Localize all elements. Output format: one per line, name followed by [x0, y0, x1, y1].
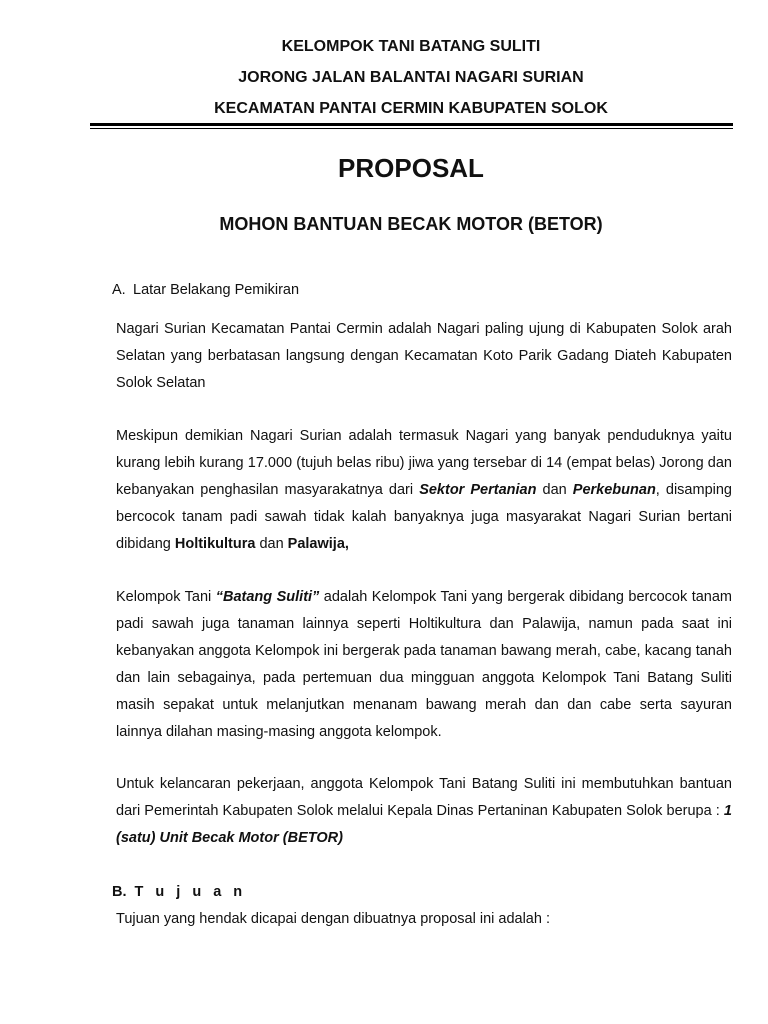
paragraph-3-text-1: Kelompok Tani [116, 589, 216, 605]
section-a-letter: A. [112, 282, 126, 298]
section-b-title: T u j u a n [134, 884, 247, 900]
section-a-title: Latar Belakang Pemikiran [133, 282, 300, 298]
emphasis-batang-suliti: “Batang Suliti” [215, 589, 320, 605]
paragraph-2-text-1: Meskipun demikian Nagari Surian adalah termasuk Nagari yang banyak penduduknya yaitu kurang lebih kurang 17.000 (tujuh belas ribu) jiwa yang tersebar di 14 (empat belas) Jorong dan kebanyakan penghasilan masyarakatnya dari [116, 428, 732, 498]
emphasis-perkebunan: Perkebunan [572, 482, 656, 498]
emphasis-sektor-pertanian: Sektor Pertanian [419, 482, 537, 498]
header-line-1: KELOMPOK TANI BATANG SULITI [281, 38, 541, 55]
paragraph-2 [116, 423, 732, 558]
paragraph-1: Nagari Surian Kecamatan Pantai Cermin adalah Nagari paling ujung di Kabupaten Solok arah Selatan yang berbatasan langsung dengan Kecamatan Koto Parik Gadang Diateh Kabupaten Solok Selatan [116, 321, 732, 391]
section-b-intro: Tujuan yang hendak dicapai dengan dibuatnya proposal ini adalah : [116, 911, 550, 927]
paragraph-4 [116, 771, 732, 852]
section-b-letter: B. [112, 884, 127, 900]
header-divider-thin [90, 128, 733, 129]
paragraph-2-text-4: dan [255, 536, 288, 552]
emphasis-unit-betor: 1 (satu) Unit Becak Motor (BETOR) [116, 803, 732, 846]
emphasis-palawija: Palawija, [287, 536, 349, 552]
paragraph-3 [116, 584, 732, 746]
header-divider-thick [90, 123, 733, 126]
emphasis-holtikultura: Holtikultura [174, 536, 256, 552]
paragraph-2-text-3: , disamping bercocok tanam padi sawah tidak kalah banyaknya juga masyarakat Nagari Surian bertani dibidang [116, 482, 732, 552]
paragraph-2-text-2: dan [536, 482, 573, 498]
paragraph-4-text-1: Untuk kelancaran pekerjaan, anggota Kelompok Tani Batang Suliti ini membutuhkan bantuan dari Pemerintah Kabupaten Solok melalui Kepala Dinas Pertaninan Kabupaten Solok berupa : [116, 776, 732, 819]
section-b-heading [112, 883, 246, 901]
header-line-3: KECAMATAN PANTAI CERMIN KABUPATEN SOLOK [214, 100, 608, 117]
document-title: PROPOSAL [338, 153, 484, 183]
header-line-2: JORONG JALAN BALANTAI NAGARI SURIAN [238, 69, 584, 86]
section-a-heading [112, 281, 299, 299]
paragraph-3-text-2: adalah Kelompok Tani yang bergerak dibidang bercocok tanam padi sawah juga tanaman lainnya seperti Holtikultura dan Palawija, namun pada saat ini kebanyakan anggota Kelompok ini bergerak pada tanaman bawang merah, cabe, kacang tanah dan lain sebagainya, pada pertemuan dua mingguan anggota Kelompok Tani Batang Suliti masih sepakat untuk melanjutkan menanam bawang merah dan dan cabe serta sayuran lainnya dilahan masing-masing anggota kelompok. [116, 589, 732, 740]
document-subtitle: MOHON BANTUAN BECAK MOTOR (BETOR) [219, 214, 603, 234]
